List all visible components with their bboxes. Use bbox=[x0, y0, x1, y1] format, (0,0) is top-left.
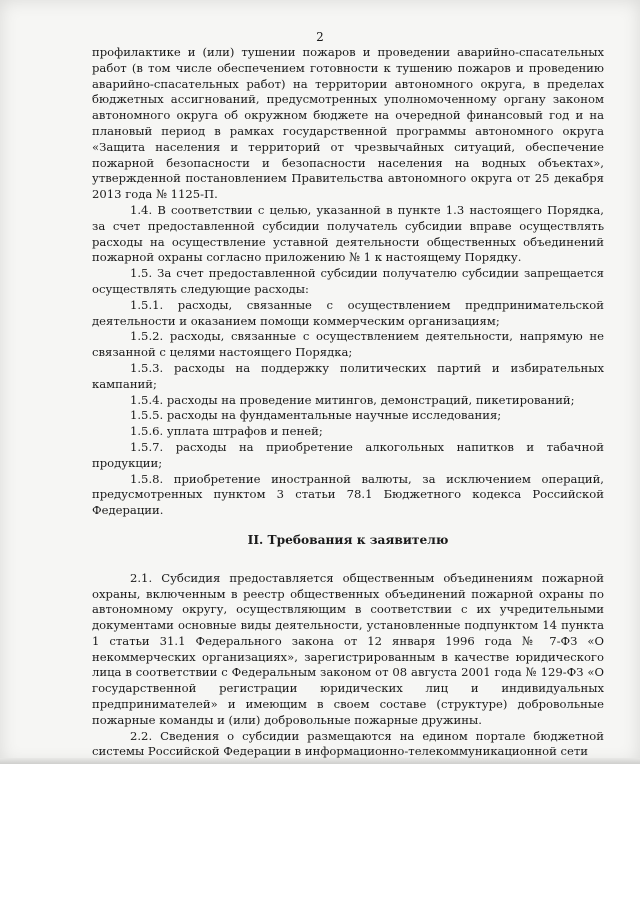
paragraph: 1.5.6. уплата штрафов и пеней; bbox=[130, 424, 323, 439]
clauses-section-1 bbox=[92, 45, 604, 519]
document-body bbox=[92, 45, 604, 760]
paragraph: 2.1. Субсидия предоставляется общественным объединениям пожарной охраны, включенным в реестр общественных объединений пожарной охраны по автономному округу, осуществляющим в соответствии с их учредительными документами основные виды деятельности, установленные подпунктом 14 пункта 1 статьи 31.1 Федерального закона от 12 января 1996 года № 7-ФЗ «О некоммерческих организациях», зарегистрированным в качестве юридического лица в соответствии с Федеральным законом от 08 августа 2001 года № 129-ФЗ «О государственной регистрации юридических лиц и индивидуальных предпринимателей» и имеющим в своем составе (структуре) добровольные пожарные команды и (или) добровольные пожарные дружины. bbox=[92, 570, 604, 727]
paragraph: 1.4. В соответствии с целью, указанной в пункте 1.3 настоящего Порядка, за счет предоставленной субсидии получатель субсидии вправе осуществлять расходы на осуществление уставной деятельности общественных объединений пожарной охраны согласно приложению № 1 к настоящему Порядку. bbox=[92, 202, 604, 265]
paragraph: профилактике и (или) тушении пожаров и проведении аварийно-спасательных работ (в том числе обеспечением готовности к тушению пожаров и проведению аварийно-спасательных работ) на территории автономного округа, в пределах бюджетных ассигнований, предусмотренных уполномоченному органу законом автономного округа об окружном бюджете на очередной финансовый год и на плановый период в рамках государственной программы автономного округа «Защита населения и территорий от чрезвычайных ситуаций, обеспечение пожарной безопасности и безопасности населения на водных объектах», утвержденной постановлением Правительства автономного округа от 25 декабря 2013 года № 1125-П. bbox=[92, 45, 604, 202]
page-number: 2 bbox=[316, 30, 324, 44]
paragraph: 1.5.3. расходы на поддержку политических партий и избирательных кампаний; bbox=[92, 360, 604, 391]
paragraph: 1.5.2. расходы, связанные с осуществлением деятельности, напрямую не связанной с целями настоящего Порядка; bbox=[92, 329, 604, 360]
paragraph: 1.5.8. приобретение иностранной валюты, за исключением операций, предусмотренных пунктом 3 статьи 78.1 Бюджетного кодекса Российской Федерации. bbox=[92, 471, 604, 518]
paragraph: 1.5.7. расходы на приобретение алкогольных напитков и табачной продукции; bbox=[92, 439, 604, 470]
paragraph: 2.2. Сведения о субсидии размещаются на едином портале бюджетной системы Российской Федерации в информационно-телекоммуникационной сети bbox=[92, 728, 604, 759]
paragraph: 1.5. За счет предоставленной субсидии получателю субсидии запрещается осуществлять следующие расходы: bbox=[92, 266, 604, 296]
paragraph: 1.5.4. расходы на проведение митингов, демонстраций, пикетирований; bbox=[130, 392, 575, 407]
paragraph: 1.5.1. расходы, связанные с осуществлением предпринимательской деятельности и оказанием помощи коммерческим организациям; bbox=[92, 297, 604, 328]
paragraph: 1.5.5. расходы на фундаментальные научные исследования; bbox=[130, 408, 502, 423]
section-heading: II. Требования к заявителю bbox=[247, 532, 449, 547]
clauses-section-2 bbox=[92, 571, 604, 761]
